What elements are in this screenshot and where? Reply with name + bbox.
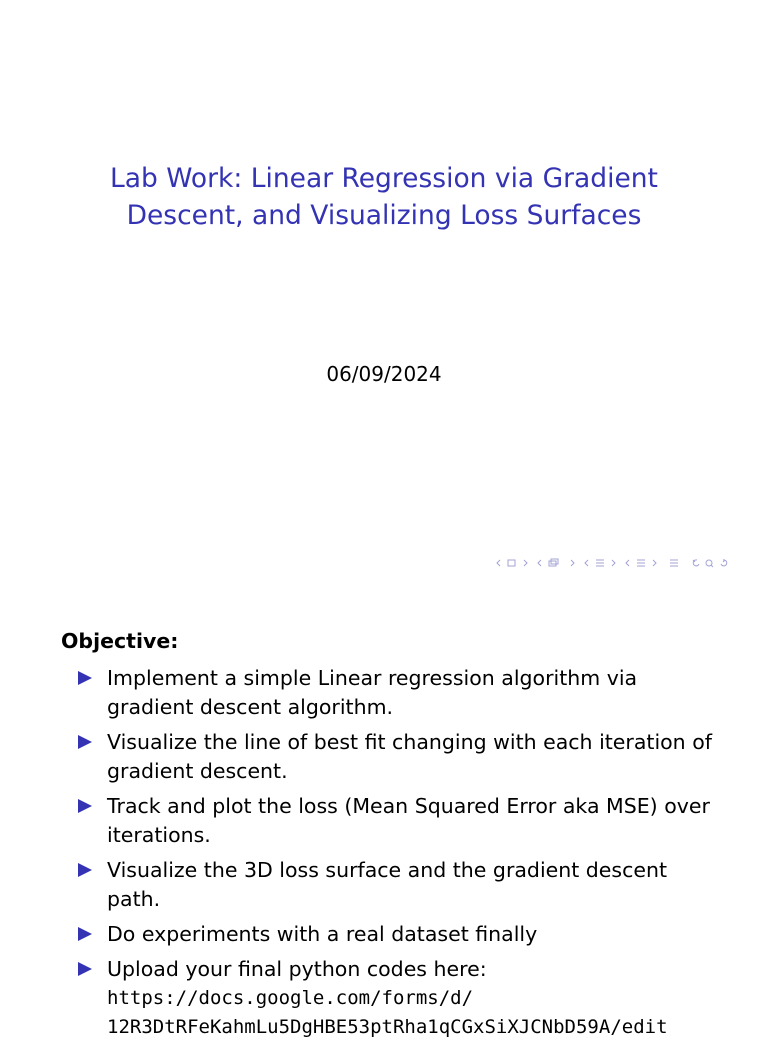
list-item <box>77 728 717 786</box>
bullet-text: Visualize the line of best fit changing with each iteration of gradient descent. <box>107 730 712 783</box>
slide-title: Lab Work: Linear Regression via Gradient Descent, and Visualizing Loss Surfaces <box>110 163 658 231</box>
list-item <box>77 664 717 722</box>
bullet-text: Do experiments with a real dataset finally <box>107 922 538 946</box>
bullet-text: Visualize the 3D loss surface and the gradient descent path. <box>107 858 668 911</box>
bullet-triangle-icon <box>78 671 92 685</box>
nav-frame-icon[interactable] <box>496 558 530 568</box>
beamer-navigation-bar <box>496 556 736 570</box>
bullet-triangle-icon <box>78 735 92 749</box>
list-item <box>77 955 717 1042</box>
upload-link-continued[interactable]: 12R3DtRFeKahmLu5DgHBE53ptRha1qCGxSiXJCNbD59A/edit <box>107 1016 668 1038</box>
objective-slide <box>0 576 768 1038</box>
objective-list <box>77 664 717 1048</box>
nav-subsection-icon[interactable] <box>537 558 577 568</box>
nav-search-icon[interactable] <box>691 558 729 568</box>
objective-heading: Objective: <box>61 629 179 653</box>
list-item <box>77 856 717 914</box>
bullet-triangle-icon <box>78 962 92 976</box>
bullet-triangle-icon <box>78 863 92 877</box>
list-item <box>77 792 717 850</box>
upload-link[interactable]: https://docs.google.com/forms/d/ <box>107 987 474 1009</box>
slide-date: 06/09/2024 <box>326 362 442 386</box>
bullet-triangle-icon <box>78 799 92 813</box>
nav-section2-icon[interactable] <box>625 558 659 568</box>
bullet-triangle-icon <box>78 927 92 941</box>
nav-section-icon[interactable] <box>584 558 618 568</box>
bullet-text: Upload your final python codes here: <box>107 957 487 981</box>
bullet-text: Track and plot the loss (Mean Squared Error aka MSE) over iterations. <box>107 794 710 847</box>
list-item <box>77 920 717 949</box>
nav-outline-icon[interactable] <box>666 558 684 568</box>
bullet-text: Implement a simple Linear regression algorithm via gradient descent algorithm. <box>107 666 638 719</box>
